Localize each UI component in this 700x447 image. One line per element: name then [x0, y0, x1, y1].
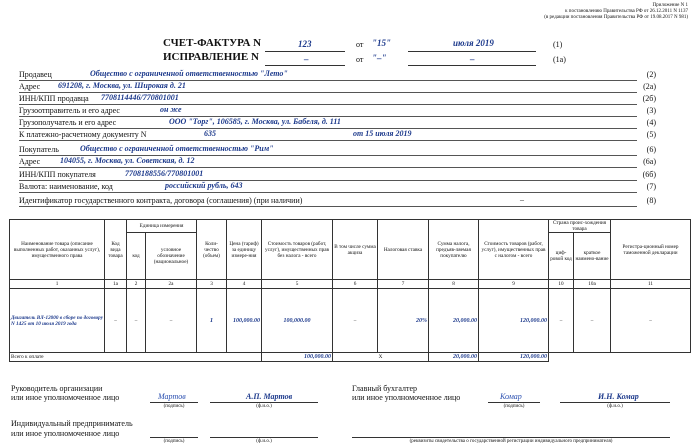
code-7: (7) — [646, 182, 656, 191]
th-unit-name: условное обозначение (национальное) — [146, 233, 197, 280]
buyer-address-value: 104055, г. Москва, ул. Советская, д. 12 — [60, 156, 195, 165]
code-1: (1) — [553, 40, 563, 49]
col-num: 2а — [146, 280, 197, 289]
code-8: (8) — [646, 196, 656, 205]
head-label-2: или иное уполномоченное лицо — [11, 393, 120, 402]
contract-id-label: Идентификатор государственного контракта, договора (соглашения) (при наличии) — [19, 196, 303, 205]
col-num: 1а — [105, 280, 127, 289]
buyer-inn-value: 7708188556/770801001 — [125, 169, 204, 178]
head-signature: Мартов — [158, 392, 186, 401]
col-num: 11 — [611, 280, 691, 289]
col-num: 5 — [262, 280, 333, 289]
currency-value: российский рубль, 643 — [165, 181, 243, 190]
header-note-line2: к постановлению Правительства РФ от 26.12.2011 N 1137 — [565, 9, 688, 14]
ip-label-2: или иное уполномоченное лицо — [11, 429, 120, 438]
invoice-month-year: июля 2019 — [453, 38, 494, 48]
head-name: А.П. Мартов — [246, 392, 293, 401]
th-customs: Регистра-ционный номер таможенной декларации — [611, 220, 691, 280]
th-unit-code: код — [127, 233, 146, 280]
th-country: Страна проис-хождения товара — [549, 220, 611, 233]
table-row — [10, 289, 691, 353]
correction-from: от — [356, 55, 364, 64]
th-type-code: Код вида товара — [105, 220, 127, 280]
col-num: 7 — [378, 280, 429, 289]
col-num: 10а — [574, 280, 611, 289]
col-num: 9 — [479, 280, 549, 289]
ip-requisites-caption: (реквизиты свидетельства о государственной регистрации индивидуального предпринимателя) — [409, 439, 613, 444]
th-rate: Налоговая ставка — [378, 220, 429, 280]
invoice-table — [9, 219, 691, 362]
row-name: Двигатель ВЛ-12000 в сборе по договору N 1425 от 10 июля 2019 года — [10, 289, 105, 353]
row-excise: – — [333, 289, 378, 353]
total-with-tax: 120,000.00 — [479, 353, 549, 362]
accountant-label-2: или иное уполномоченное лицо — [352, 393, 461, 402]
accountant-fio-caption: (ф.и.о.) — [607, 404, 623, 409]
code-6b: (6б) — [642, 170, 656, 179]
buyer-inn-label: ИНН/КПП покупателя — [19, 170, 96, 179]
row-type-code: – — [105, 289, 127, 353]
row-country-code: – — [549, 289, 574, 353]
ip-label: Индивидуальный предприниматель — [11, 419, 133, 428]
th-qty: Коли-чество (объем) — [197, 220, 227, 280]
col-num: 8 — [429, 280, 479, 289]
seller-address-label: Адрес — [19, 82, 41, 91]
head-label: Руководитель организации — [11, 384, 103, 393]
ip-fio-caption: (ф.и.о.) — [256, 439, 272, 444]
payment-doc-value: 635 — [204, 129, 216, 138]
seller-inn-value: 7708114446/770801001 — [101, 93, 179, 102]
invoice-title: СЧЕТ-ФАКТУРА N — [163, 37, 262, 49]
correction-date: – — [470, 54, 475, 64]
th-price: Цена (тариф) за единицу измере-ния — [227, 220, 262, 280]
head-sign-caption: (подпись) — [163, 404, 185, 409]
payment-doc-date: от 15 июля 2019 — [353, 129, 412, 138]
code-2a: (2а) — [643, 82, 656, 91]
shipper-label: Грузоотправитель и его адрес — [19, 106, 120, 115]
row-cost-with-tax: 120,000.00 — [479, 289, 549, 353]
row-unit-code: – — [127, 289, 146, 353]
th-tax-sum: Сумма налога, предъяв-ляемая покупателю — [429, 220, 479, 280]
code-5: (5) — [646, 130, 656, 139]
invoice-day: "15" — [372, 38, 391, 48]
th-name: Наименование товара (описание выполненных работ, оказанных услуг), имущественного права — [10, 220, 105, 280]
th-country-code: циф-ровой код — [549, 233, 574, 280]
code-6a: (6а) — [643, 157, 656, 166]
accountant-signature: Комар — [500, 392, 522, 401]
code-6: (6) — [646, 145, 656, 154]
correction-number: – — [304, 54, 309, 64]
payment-doc-label: К платежно-расчетному документу N — [19, 130, 147, 139]
correction-day: "–" — [372, 53, 387, 63]
consignee-value: ООО "Торг", 106585, г. Москва, ул. Бабеля, д. 111 — [169, 117, 341, 126]
total-tax: 20,000.00 — [429, 353, 479, 362]
total-row — [10, 353, 691, 362]
col-num: 6 — [333, 280, 378, 289]
col-num: 4 — [227, 280, 262, 289]
total-cost-no-tax: 100,000.00 — [262, 353, 333, 362]
header-note-line3: (в редакции постановления Правительства РФ от 19.08.2017 N 981) — [544, 15, 688, 20]
code-3: (3) — [646, 106, 656, 115]
row-qty: 1 — [197, 289, 227, 353]
buyer-address-label: Адрес — [19, 157, 41, 166]
col-num: 1 — [10, 280, 105, 289]
correction-title: ИСПРАВЛЕНИЕ N — [163, 51, 259, 63]
row-tax-sum: 20,000.00 — [429, 289, 479, 353]
invoice-number: 123 — [298, 39, 312, 49]
contract-id-value: – — [520, 195, 524, 204]
col-num: 3 — [197, 280, 227, 289]
seller-value: Общество с ограниченной ответственностью "Лето" — [90, 69, 288, 78]
col-num: 2 — [127, 280, 146, 289]
row-country-name: – — [574, 289, 611, 353]
buyer-value: Общество с ограниченной ответственностью "Рим" — [80, 144, 274, 153]
accountant-name: И.Н. Комар — [598, 392, 639, 401]
header-note-line1: Приложение N 1 — [652, 3, 688, 8]
code-2: (2) — [646, 70, 656, 79]
col-num: 10 — [549, 280, 574, 289]
code-4: (4) — [646, 118, 656, 127]
code-2b: (2б) — [642, 94, 656, 103]
invoice-from: от — [356, 40, 364, 49]
row-rate: 20% — [378, 289, 429, 353]
currency-label: Валюта: наименование, код — [19, 182, 113, 191]
seller-address-value: 691208, г. Москва, ул. Широкая д. 21 — [58, 81, 186, 90]
accountant-label: Главный бухгалтер — [352, 384, 417, 393]
seller-inn-label: ИНН/КПП продавца — [19, 94, 89, 103]
total-x: X — [333, 353, 429, 362]
buyer-label: Покупатель — [19, 145, 59, 154]
seller-label: Продавец — [19, 70, 52, 79]
row-cost-no-tax: 100,000.00 — [262, 289, 333, 353]
accountant-sign-caption: (подпись) — [503, 404, 525, 409]
ip-sign-caption: (подпись) — [163, 439, 185, 444]
code-1a: (1а) — [553, 55, 566, 64]
th-unit: Единица измерения — [127, 220, 197, 233]
head-fio-caption: (ф.и.о.) — [256, 404, 272, 409]
row-customs: – — [611, 289, 691, 353]
total-label: Всего к оплате — [10, 353, 262, 362]
th-cost-with-tax: Стоимость товаров (работ, услуг), имущественных прав с налогом - всего — [479, 220, 549, 280]
shipper-value: он же — [160, 105, 182, 114]
th-excise: В том числе сумма акциза — [333, 220, 378, 280]
row-unit-name: – — [146, 289, 197, 353]
th-country-name: краткое наимено-вание — [574, 233, 611, 280]
th-cost-no-tax: Стоимость товаров (работ, услуг), имущественных прав без налога - всего — [262, 220, 333, 280]
consignee-label: Грузополучатель и его адрес — [19, 118, 117, 127]
row-price: 100,000.00 — [227, 289, 262, 353]
